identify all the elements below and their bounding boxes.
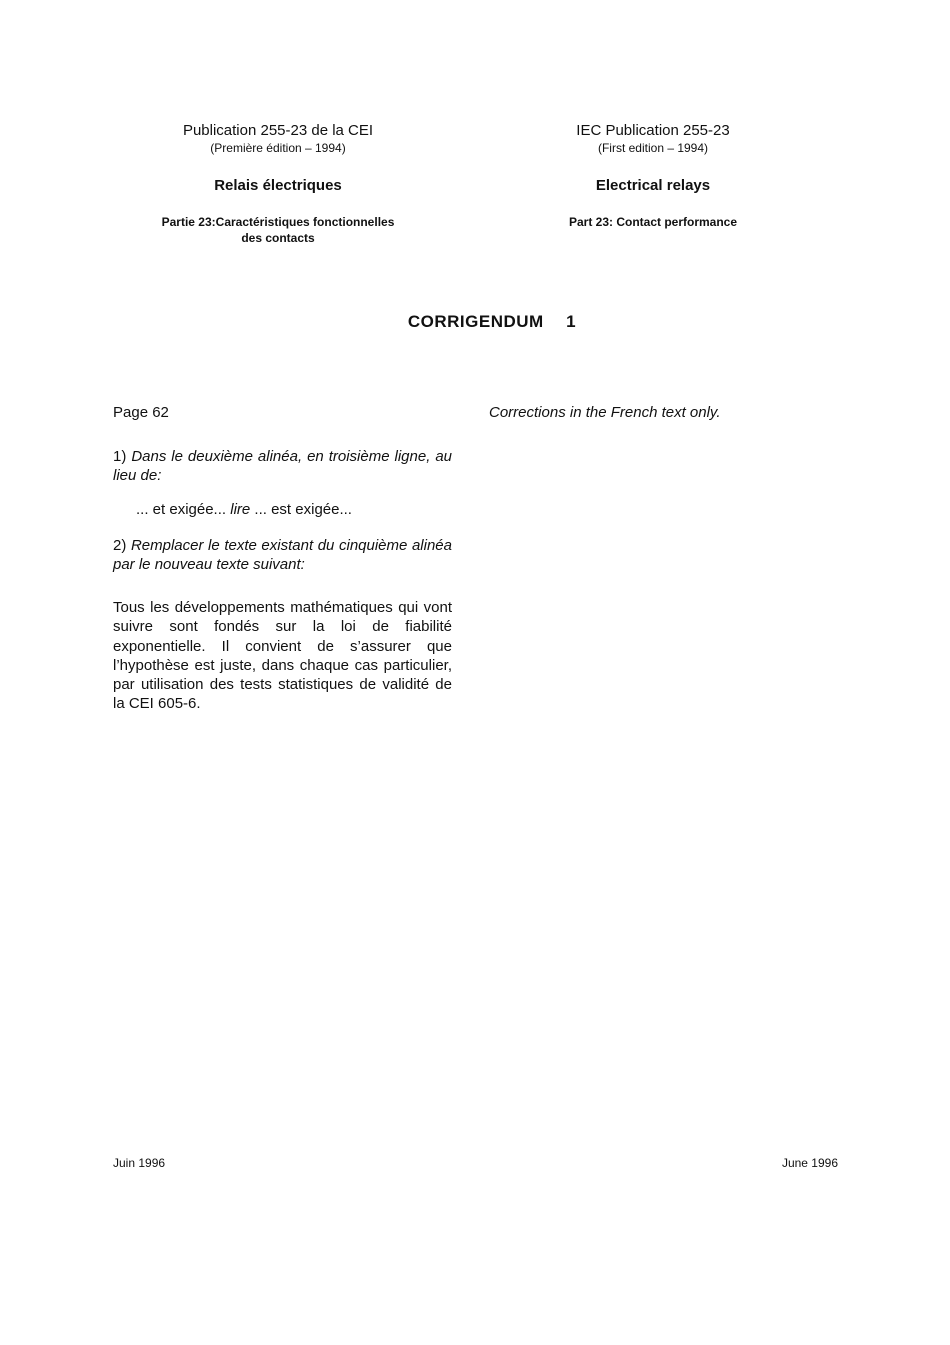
footer-date-fr: Juin 1996 <box>113 1156 166 1170</box>
item-1 <box>113 447 452 486</box>
edition-fr: (Première édition – 1994) <box>210 141 346 155</box>
footer-date-en: June 1996 <box>781 1156 838 1170</box>
header-fr <box>113 122 443 246</box>
part-title-fr <box>113 214 443 246</box>
document-title-fr: Relais électriques <box>214 177 342 194</box>
publication-title-en: IEC Publication 255-23 <box>576 122 730 139</box>
english-note: Corrections in the French text only. <box>489 404 721 421</box>
item-1-number: 1) <box>113 448 127 465</box>
item-1-replacement <box>136 500 352 519</box>
page-reference: Page 62 <box>113 404 169 421</box>
edition-en: (First edition – 1994) <box>597 141 709 155</box>
item-1-instruction: Dans le deuxième alinéa, en troisième ligne, au lieu de: <box>113 448 453 485</box>
item-2 <box>113 536 452 575</box>
corrigendum-heading: CORRIGENDUM 1 <box>407 312 577 331</box>
document-title-en: Electrical relays <box>595 177 711 194</box>
replacement-read-word: lire <box>230 501 251 518</box>
part-title-en: Part 23: Contact performance <box>568 215 738 229</box>
replacement-old-text: ... et exigée... <box>136 501 227 518</box>
item-2-number: 2) <box>113 537 127 554</box>
replacement-new-text: ... est exigée... <box>254 501 352 518</box>
new-paragraph: Tous les développements mathématiques qui vont suivre sont fondés sur la loi de fiabilité exponentielle. Il convient de s’assurer que l’hypothèse est juste, dans chaque cas particulier, par utilisation des tests statistiques de validité de la CEI 605-6. <box>113 599 452 713</box>
item-2-instruction: Remplacer le texte existant du cinquième alinéa par le nouveau texte suivant: <box>113 537 452 574</box>
part-title-fr-line2: des contacts <box>241 231 315 245</box>
header-en <box>488 122 818 230</box>
publication-title-fr: Publication 255-23 de la CEI <box>182 122 374 139</box>
part-title-fr-line1: Partie 23:Caractéristiques fonctionnelles <box>161 215 395 229</box>
